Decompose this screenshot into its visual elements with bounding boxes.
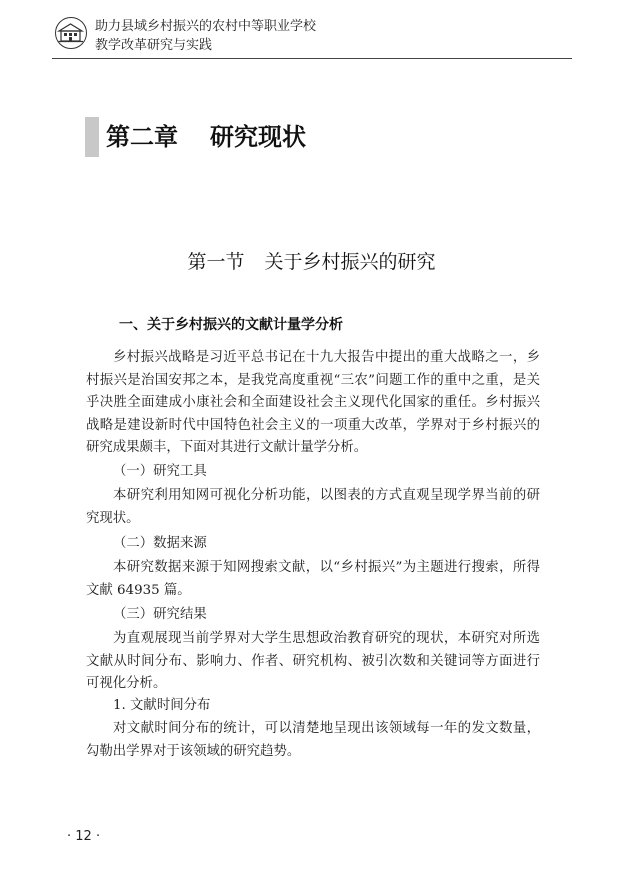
heading-research-results: （三）研究结果: [113, 607, 207, 622]
header-title-line1: 助力县域乡村振兴的农村中等职业学校: [95, 19, 317, 34]
subsection-title: 一、关于乡村振兴的文献计量学分析: [119, 317, 343, 333]
school-building-icon: [55, 17, 87, 49]
body-paragraph-4: 为直观展现当前学界对大学生思想政治教育研究的现状，本研究对所选文献从时间分布、影响力、作者、研究机构、被引次数和关键词等方面进行可视化分析。: [86, 631, 540, 692]
heading-time-distribution: 1. 文献时间分布: [113, 698, 211, 713]
section-number: 第一节: [187, 251, 245, 273]
chapter-name: 研究现状: [210, 123, 306, 151]
section-name: 关于乡村振兴的研究: [264, 251, 436, 273]
body-paragraph-3: 本研究数据来源于知网搜索文献，以“乡村振兴”为主题进行搜索，所得文献 64935 篇。: [86, 560, 540, 598]
header-divider: [52, 58, 572, 59]
chapter-marker-bar: [85, 117, 99, 157]
section-title: [0, 248, 623, 276]
header-title: [95, 17, 316, 55]
chapter-number: 第二章: [106, 123, 178, 151]
heading-data-source: （二）数据来源: [113, 536, 207, 551]
header-title-line2: 教学改革研究与实践: [95, 38, 213, 53]
body-paragraph-1: 乡村振兴战略是习近平总书记在十九大报告中提出的重大战略之一，乡村振兴是治国安邦之本，是我党高度重视“三农”问题工作的重中之重，是关乎决胜全面建成小康社会和全面建设社会主义现代化国家的重任。乡村振兴战略是建设新时代中国特色社会主义的一项重大改革，学界对于乡村振兴的研究成果颇丰，下面对其进行文献计量学分析。: [86, 350, 540, 456]
chapter-title: [106, 119, 306, 155]
body-paragraph-2: 本研究利用知网可视化分析功能，以图表的方式直观呈现学界当前的研究现状。: [86, 488, 540, 526]
page-number: · 12 ·: [67, 829, 101, 844]
heading-research-tools: （一）研究工具: [113, 464, 207, 479]
body-paragraph-5: 对文献时间分布的统计，可以清楚地呈现出该领域每一年的发文数量，勾勒出学界对于该领域的研究趋势。: [86, 721, 540, 759]
